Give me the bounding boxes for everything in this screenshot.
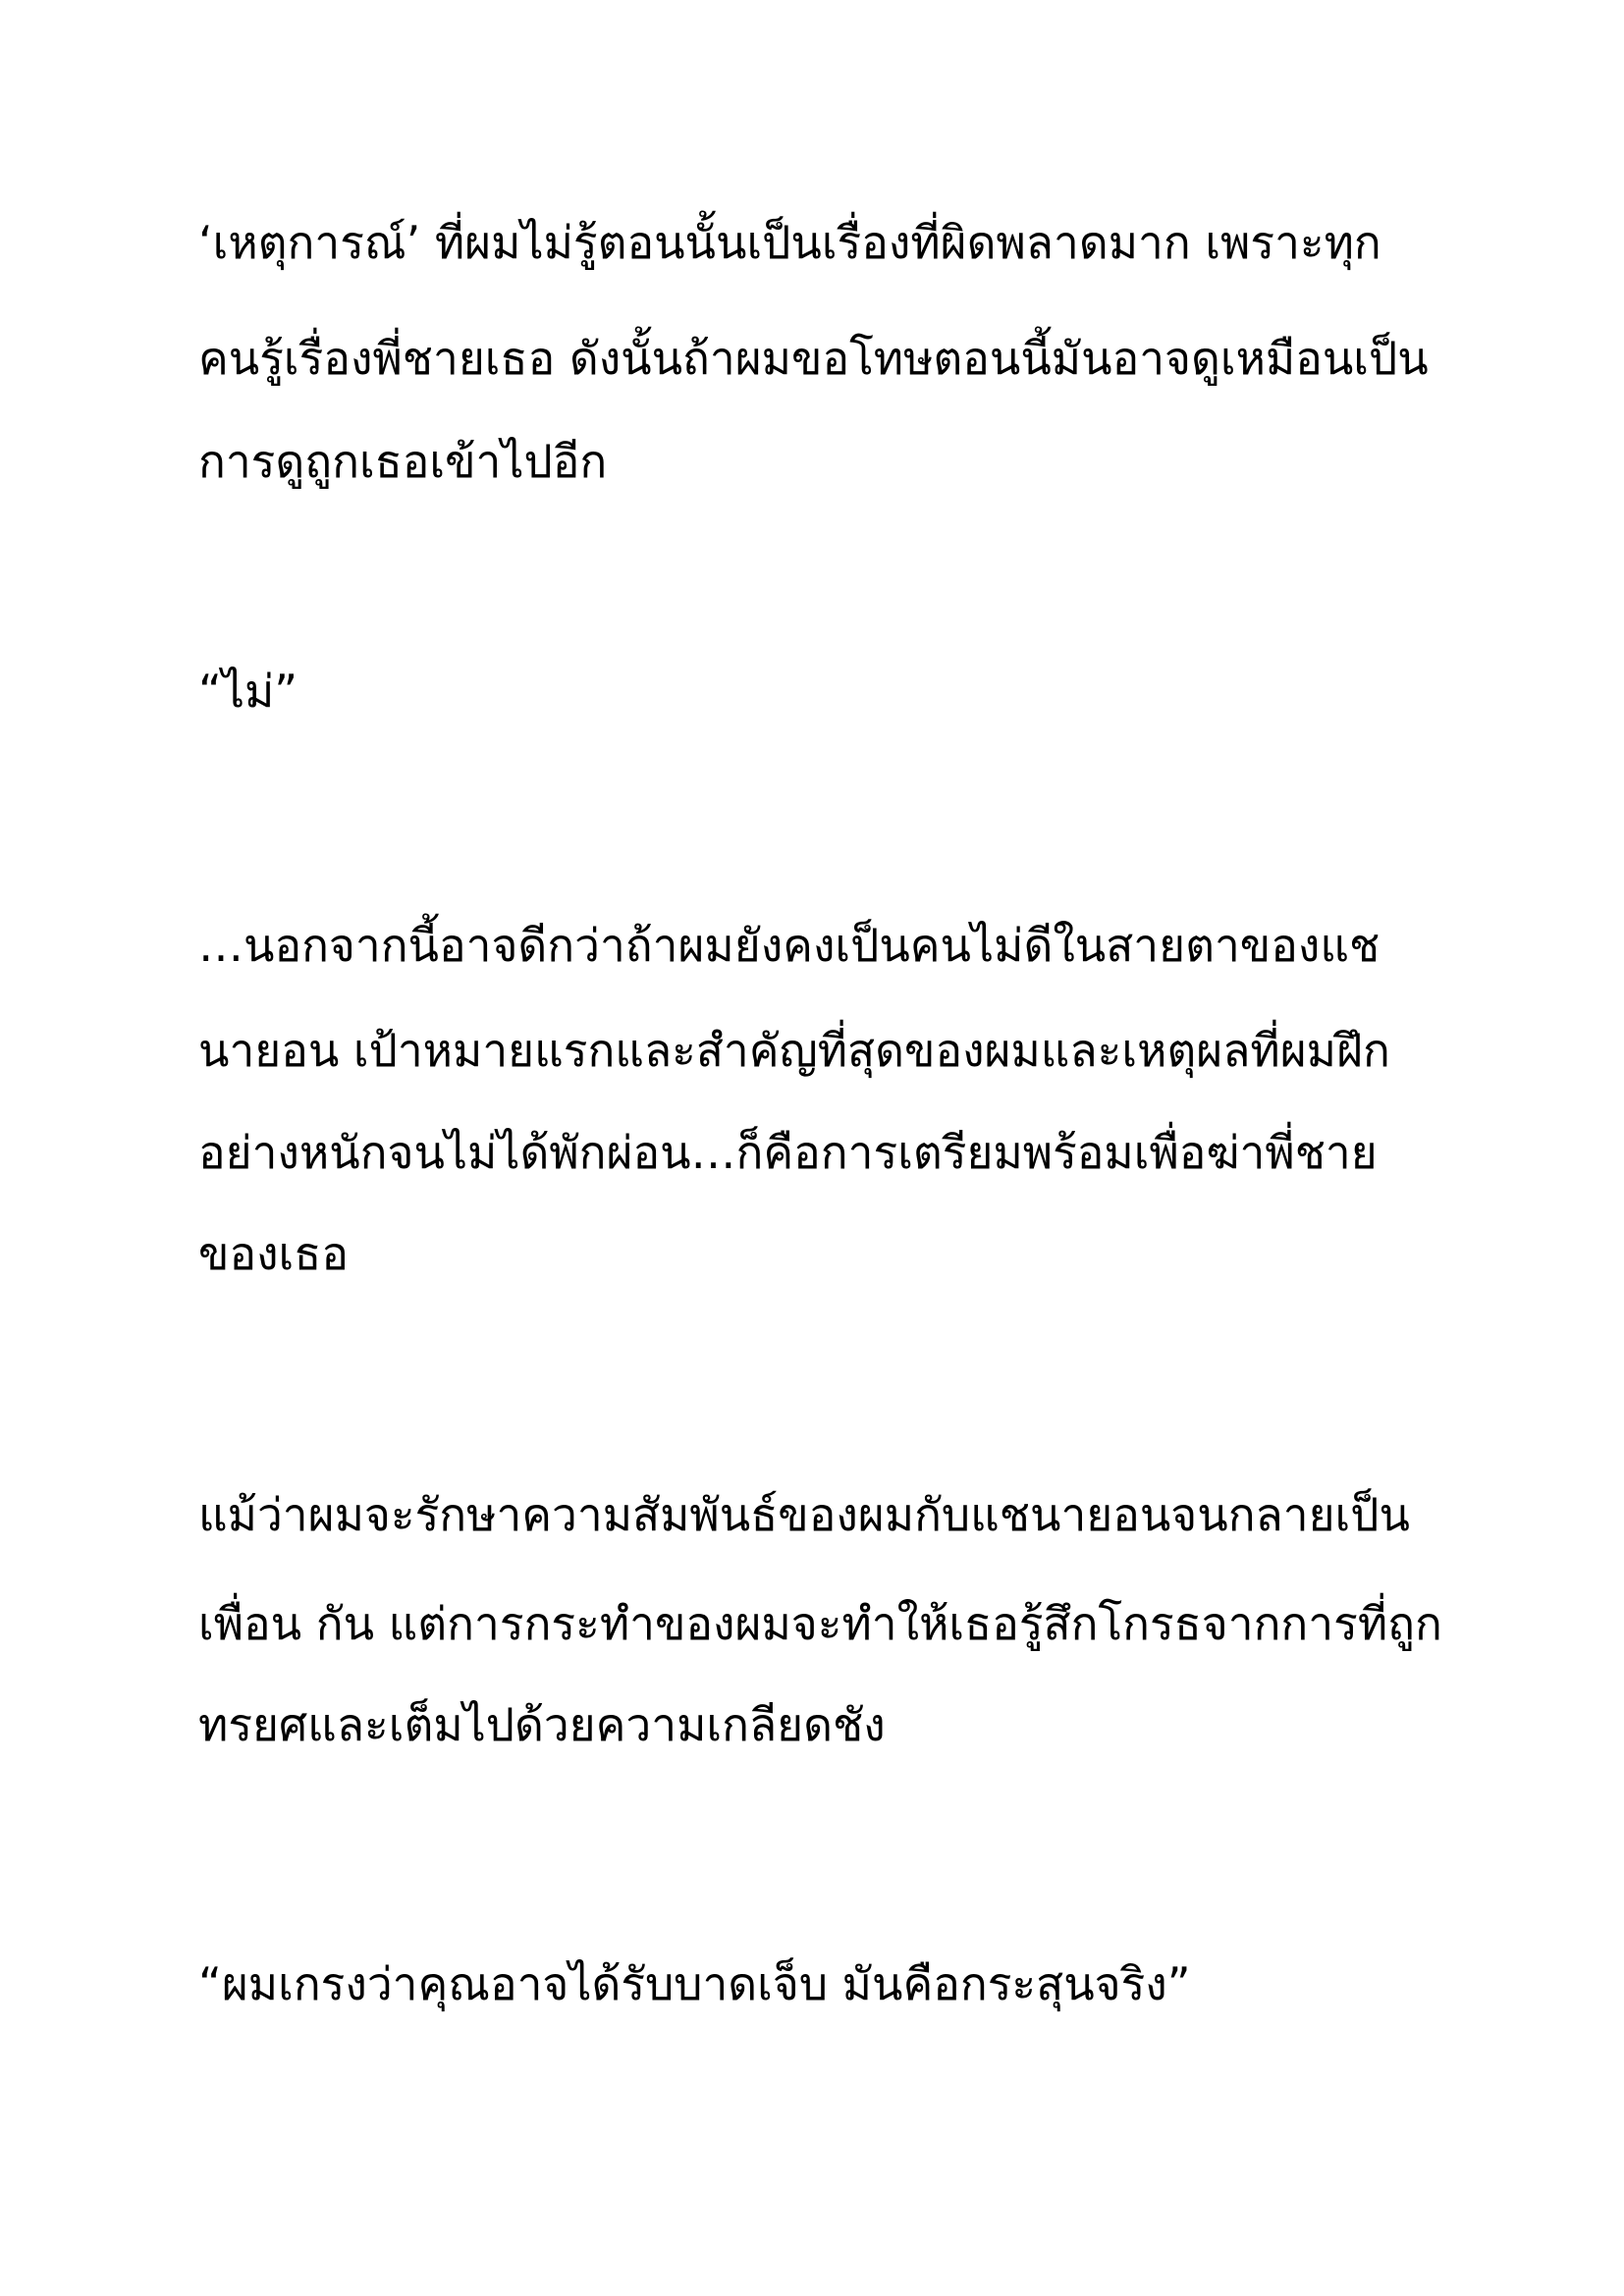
paragraph-1-line-2: คนรู้เรื่องพี่ชายเธอ ดังนั้นถ้าผมขอโทษตอนนี้มันอาจดูเหมือนเป็น (198, 332, 1429, 385)
paragraph-2-line-1: …นอกจากนี้อาจดีกว่าถ้าผมยังคงเป็นคนไม่ดีในสายตาของแช (198, 919, 1380, 972)
paragraph-2-line-2: นายอน เป้าหมายแรกและสำคัญที่สุดของผมและเหตุผลที่ผมฝึก (198, 1024, 1390, 1077)
paragraph-3-line-2: เพื่อน กัน แต่การกระทำของผมจะทำให้เธอรู้สึกโกรธจากการที่ถูก (198, 1597, 1442, 1650)
dialogue-2: “ผมเกรงว่าคุณอาจได้รับบาดเจ็บ มันคือกระสุนจริง” (198, 1957, 1191, 2010)
paragraph-3-line-3: ทรยศและเต็มไปด้วยความเกลียดชัง (198, 1698, 886, 1751)
paragraph-1-line-3: การดูถูกเธอเข้าไปอีก (198, 435, 608, 488)
paragraph-1-line-1: ‘เหตุการณ์’ ที่ผมไม่รู้ตอนนั้นเป็นเรื่องที่ผิดพลาดมาก เพราะทุก (198, 216, 1381, 269)
paragraph-2-line-4: ของเธอ (198, 1227, 349, 1280)
paragraph-2-line-3: อย่างหนักจนไม่ได้พักผ่อน…ก็คือการเตรียมพร้อมเพื่อฆ่าพี่ชาย (198, 1126, 1378, 1179)
paragraph-3-line-1: แม้ว่าผมจะรักษาความสัมพันธ์ของผมกับแชนายอนจนกลายเป็น (198, 1488, 1410, 1541)
dialogue-1: “ไม่” (198, 665, 298, 718)
